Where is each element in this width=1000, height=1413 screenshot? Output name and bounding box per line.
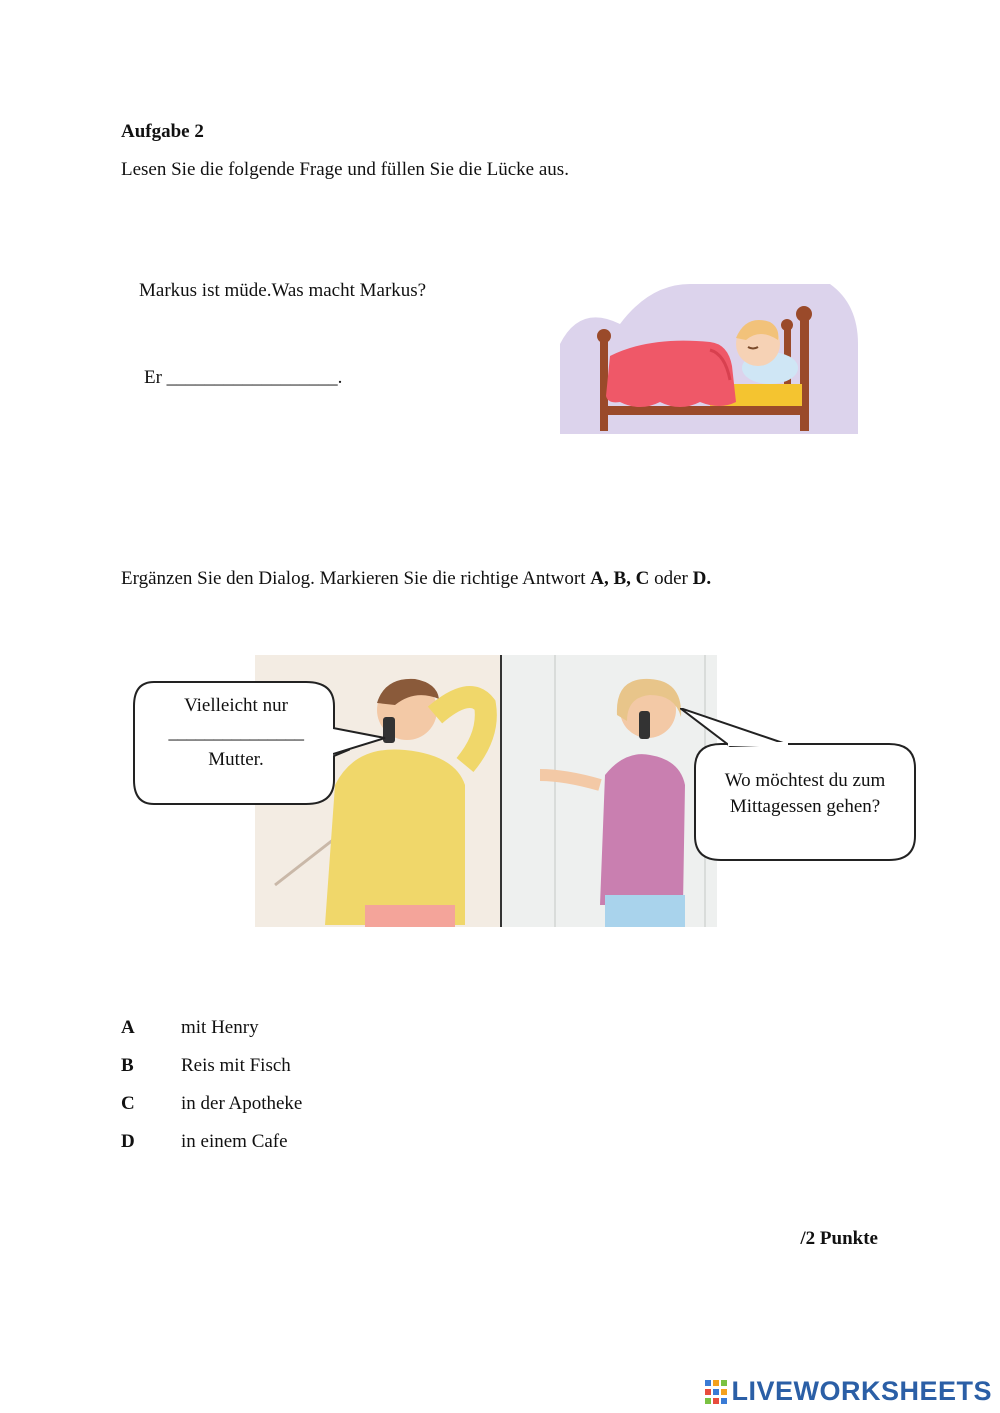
option-letter: A (121, 1017, 135, 1038)
answer-blank[interactable]: Er __________________. (144, 367, 343, 388)
bubble-left-blank[interactable]: _______________ (168, 722, 304, 743)
option-b[interactable] (121, 1055, 291, 1077)
option-text: mit Henry (181, 1017, 259, 1038)
option-d[interactable] (121, 1131, 288, 1153)
option-text: in der Apotheke (181, 1093, 303, 1114)
logo-grid-icon (705, 1380, 727, 1404)
speech-bubble-left-tail (333, 720, 393, 760)
score-label: /2 Punkte (800, 1228, 878, 1249)
speech-bubble-right-tail (680, 708, 800, 748)
dialog-instruction: Ergänzen Sie den Dialog. Markieren Sie die richtige Antwort A, B, C oder D. (121, 568, 712, 589)
task-instruction: Lesen Sie die folgende Frage und füllen Sie die Lücke aus. (121, 159, 569, 180)
option-text: Reis mit Fisch (181, 1055, 291, 1076)
bubble-left-line1: Vielleicht nur (184, 695, 288, 716)
bubble-left-line3: Mutter. (208, 749, 264, 770)
sleeping-boy-illustration (560, 284, 858, 434)
bubble-right-line2: Mittagessen gehen? (729, 796, 881, 817)
bubble-right-line1: Wo möchtest du zum (724, 770, 886, 791)
task-title: Aufgabe 2 (121, 121, 204, 142)
option-letter: C (121, 1093, 135, 1114)
option-a[interactable] (121, 1017, 259, 1039)
question-prompt: Markus ist müde.Was macht Markus? (139, 280, 427, 301)
option-letter: D (121, 1131, 135, 1152)
option-c[interactable] (121, 1093, 302, 1115)
option-text: in einem Cafe (181, 1131, 288, 1152)
liveworksheets-logo[interactable] (705, 1376, 992, 1407)
logo-text: LIVEWORKSHEETS (731, 1376, 992, 1406)
option-letter: B (121, 1055, 134, 1076)
